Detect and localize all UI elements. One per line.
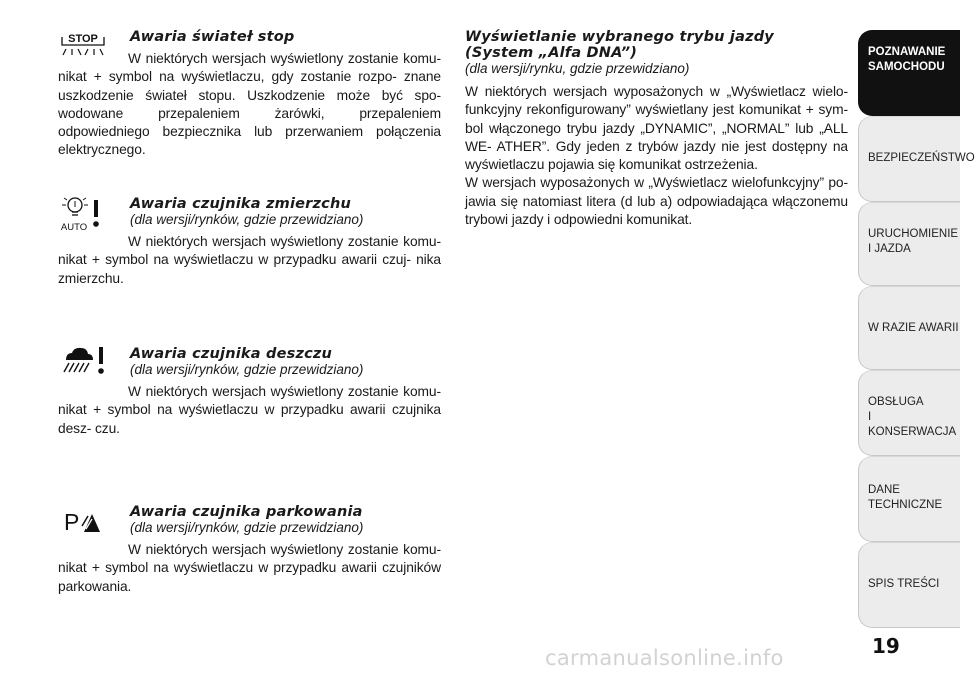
tab-dane-techniczne[interactable]: [858, 456, 960, 542]
section-subtitle: (dla wersji/rynku, gdzie przewidziano): [465, 61, 690, 76]
section-title: Awaria czujnika parkowania: [130, 504, 363, 520]
section-body-paragraph-1: W niektórych wersjach wyposażonych w „Wyświetlacz wielo- funkcyjny rekonfigurowany” wyświetlany jest komunikat + sym- bol włączonego trybu jazdy „DYNAMIC”, „NORMAL” lub „ALL WE- ATHER”. Gdy jeden z trybów jazdy nie jest dostępny na wyświetlaczu pojawia się komunikat ostrzeżenia.: [465, 84, 848, 173]
section-title: Awaria czujnika zmierzchu: [130, 196, 351, 212]
tab-obsluga-i-konserwacja[interactable]: [858, 370, 960, 456]
section-title: Awaria świateł stop: [130, 29, 295, 45]
section-body: W niektórych wersjach wyświetlony zostanie komu- nikat + symbol na wyświetlaczu w przypadku awarii czujnika desz- czu.: [58, 384, 441, 436]
tab-label: DANE: [868, 484, 900, 496]
stop-icon-label: STOP: [68, 33, 98, 45]
section-subtitle: (dla wersji/rynków, gdzie przewidziano): [130, 212, 364, 227]
section-drive-mode-display: [465, 29, 848, 229]
tab-label-line2: I KONSERWACJA: [868, 411, 957, 438]
section-subtitle: (dla wersji/rynków, gdzie przewidziano): [130, 362, 364, 377]
section-title-line2: (System „Alfa DNA”): [465, 45, 638, 61]
tab-label-line2: I JAZDA: [868, 243, 911, 255]
section-stop-lights: [58, 29, 441, 160]
tab-label: SPIS TREŚCI: [868, 578, 940, 590]
section-dusk-sensor: [58, 196, 441, 288]
tab-label: BEZPIECZEŃSTWO: [868, 152, 975, 164]
tab-w-razie-awarii[interactable]: [858, 286, 960, 370]
tab-label: URUCHOMIENIE: [868, 228, 959, 240]
tab-label-line2: TECHNICZNE: [868, 499, 943, 511]
tab-uruchomienie-i-jazda[interactable]: [858, 202, 960, 286]
section-body-paragraph-2: W wersjach wyposażonych w „Wyświetlacz wielofunkcyjny” po- jawia się natomiast litera (d lub a) odpowiadająca włączonemu trybowi jazdy i odpowiedni komunikat.: [465, 175, 848, 228]
tab-label: OBSŁUGA: [868, 396, 924, 408]
tab-poznawanie-samochodu[interactable]: [858, 30, 960, 116]
tab-bezpieczenstwo[interactable]: [858, 116, 975, 202]
section-parking-sensor: [58, 504, 441, 596]
tab-label: POZNAWANIE: [868, 46, 946, 58]
section-body: W niektórych wersjach wyświetlony zostanie komu- nikat + symbol na wyświetlaczu, gdy zostanie rozpo- znane uszkodzenie świateł stopu. Uszkodzenie może być spo- wodowane przepaleniem żarówki, przepaleniem odpowiedniego bezpiecznika lub przerwaniem połączenia elektrycznego.: [58, 51, 441, 158]
tab-label-line2: SAMOCHODU: [868, 61, 945, 73]
section-subtitle: (dla wersji/rynków, gdzie przewidziano): [130, 520, 364, 535]
section-rain-sensor: [58, 346, 441, 438]
parking-icon-label: P: [64, 509, 80, 535]
tab-spis-tresci[interactable]: [858, 542, 960, 628]
auto-icon-label: AUTO: [60, 222, 88, 233]
section-title: Awaria czujnika deszczu: [130, 346, 333, 362]
tab-label: W RAZIE AWARII: [868, 322, 959, 334]
section-body: W niektórych wersjach wyświetlony zostanie komu- nikat + symbol na wyświetlaczu w przypadku awarii czuj- nika zmierzchu.: [58, 234, 441, 286]
page-number: 19: [872, 634, 900, 658]
section-body: W niektórych wersjach wyświetlony zostanie komu- nikat + symbol na wyświetlaczu w przypadku awarii czujników parkowania.: [58, 542, 441, 594]
section-title: Wyświetlanie wybranego trybu jazdy: [465, 29, 774, 45]
chapter-tabs: [858, 0, 975, 677]
watermark: carmanualsonline.info: [545, 646, 784, 670]
